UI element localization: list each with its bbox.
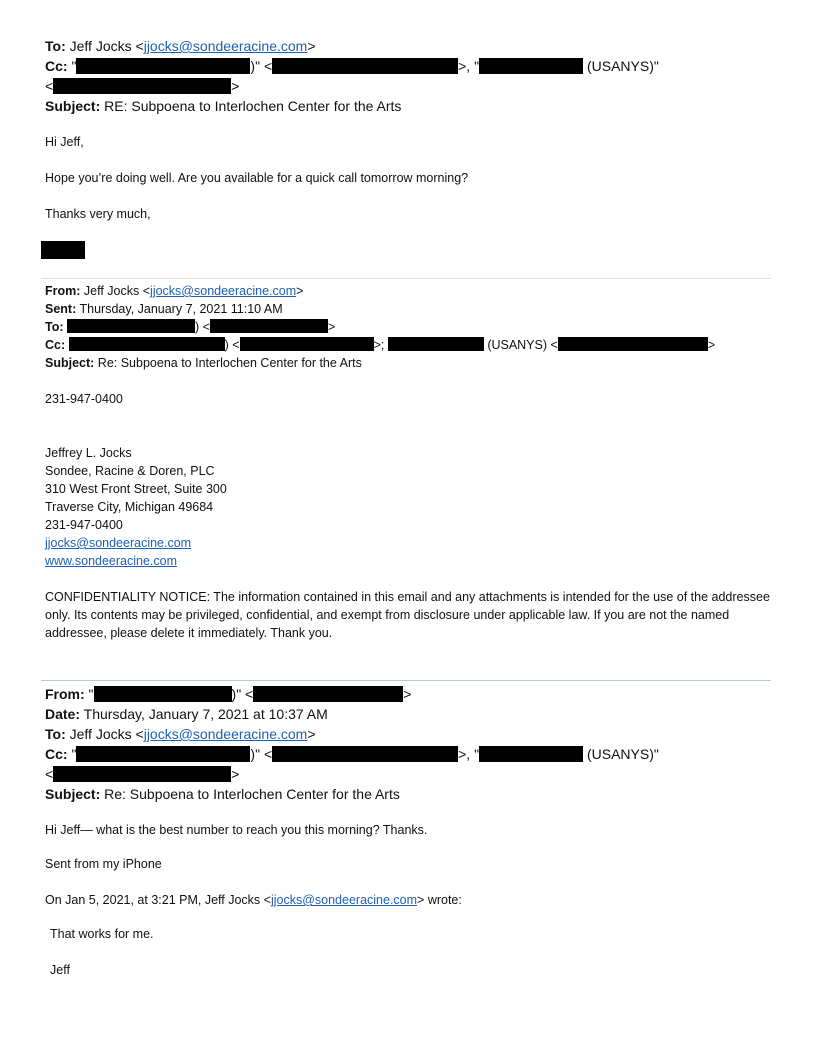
redaction-block xyxy=(53,78,231,94)
msg2-sent-line xyxy=(45,300,283,318)
msg3-cc-line: Cc: " )" < >, " (USANYS)" xyxy=(45,746,659,762)
redaction-block xyxy=(272,746,458,762)
quote-attribution xyxy=(45,891,462,909)
reply-greeting: Hi Jeff, xyxy=(45,135,84,149)
usanys-label: (USANYS) xyxy=(487,338,548,352)
to-label: To: xyxy=(45,38,66,54)
quote-prefix: On Jan 5, 2021, at 3:21 PM, Jeff Jocks < xyxy=(45,893,271,907)
msg3-sent-from: Sent from my iPhone xyxy=(45,857,162,871)
reply-cc-line: Cc: " )" < >, " (USANYS)" xyxy=(45,58,659,74)
redaction-block xyxy=(94,686,232,702)
to-name: Jeff Jocks xyxy=(69,726,132,742)
usanys-suffix: (USANYS)" xyxy=(586,746,659,762)
msg2-subject-line xyxy=(45,354,362,372)
redaction-block xyxy=(76,746,250,762)
from-label: From: xyxy=(45,284,81,298)
redaction-block xyxy=(67,319,195,333)
redaction-block xyxy=(253,686,403,702)
msg3-to-line: To: Jeff Jocks <jjocks@sondeeracine.com> xyxy=(45,726,316,742)
subject-text: RE: Subpoena to Interlochen Center for the Arts xyxy=(104,98,402,114)
redaction-block xyxy=(240,337,374,351)
msg2-from-line: From: Jeff Jocks <jjocks@sondeeracine.com> xyxy=(45,284,304,298)
msg3-subject-line xyxy=(45,785,400,803)
quote-suffix: > wrote: xyxy=(417,893,462,907)
subject-text: Re: Subpoena to Interlochen Center for the Arts xyxy=(97,356,362,370)
msg2-phone: 231-947-0400 xyxy=(45,392,123,406)
reply-subject-line xyxy=(45,97,401,115)
date-label: Date: xyxy=(45,706,81,722)
signature-street: 310 West Front Street, Suite 300 xyxy=(45,482,227,496)
redaction-block xyxy=(210,319,328,333)
quoted-body: That works for me. xyxy=(50,927,154,941)
msg3-date-line xyxy=(45,705,328,723)
signature-phone: 231-947-0400 xyxy=(45,518,123,532)
signature-redaction xyxy=(41,241,85,259)
redaction-block xyxy=(479,58,583,74)
reply-cc-continued: < > xyxy=(45,78,240,94)
reply-closing: Thanks very much, xyxy=(45,207,151,221)
msg2-to-line: To: ) < > xyxy=(45,320,336,334)
signature-website-link[interactable]: www.sondeeracine.com xyxy=(45,554,178,568)
redaction-block xyxy=(76,58,250,74)
usanys-suffix: (USANYS)" xyxy=(586,58,659,74)
msg3-from-line: From: " )" < > xyxy=(45,686,412,702)
redaction-block xyxy=(272,58,458,74)
quote-email-link[interactable]: jjocks@sondeeracine.com xyxy=(270,893,418,907)
signature-name: Jeffrey L. Jocks xyxy=(45,446,132,460)
cc-label: Cc: xyxy=(45,746,68,762)
cc-label: Cc: xyxy=(45,338,66,352)
subject-label: Subject: xyxy=(45,356,95,370)
msg3-cc-continued: < > xyxy=(45,766,240,782)
msg2-cc-line: Cc: ) < >; (USANYS) < > xyxy=(45,338,716,352)
subject-text: Re: Subpoena to Interlochen Center for the Arts xyxy=(104,786,400,802)
reply-body: Hope you’re doing well. Are you available for a quick call tomorrow morning? xyxy=(45,171,469,185)
to-label: To: xyxy=(45,726,66,742)
reply-to-line: To: Jeff Jocks <jjocks@sondeeracine.com> xyxy=(45,38,316,54)
to-email-link[interactable]: jjocks@sondeeracine.com xyxy=(143,38,308,54)
from-label: From: xyxy=(45,686,85,702)
redaction-block xyxy=(69,337,225,351)
from-name: Jeff Jocks xyxy=(83,284,140,298)
quoted-sign: Jeff xyxy=(50,963,70,977)
redaction-block xyxy=(479,746,583,762)
to-label: To: xyxy=(45,320,64,334)
signature-email-row xyxy=(45,534,191,552)
from-email-link[interactable]: jjocks@sondeeracine.com xyxy=(150,284,297,298)
date-text: Thursday, January 7, 2021 at 10:37 AM xyxy=(83,706,328,722)
redaction-block xyxy=(53,766,231,782)
signature-email-link[interactable]: jjocks@sondeeracine.com xyxy=(45,536,192,550)
message-divider xyxy=(41,680,771,681)
redaction-block xyxy=(558,337,708,351)
message-divider xyxy=(41,278,771,279)
sent-date: Thursday, January 7, 2021 11:10 AM xyxy=(79,302,283,316)
subject-label: Subject: xyxy=(45,786,101,802)
sent-label: Sent: xyxy=(45,302,77,316)
to-name: Jeff Jocks xyxy=(69,38,132,54)
redaction-block xyxy=(388,337,484,351)
to-email-link[interactable]: jjocks@sondeeracine.com xyxy=(143,726,308,742)
signature-firm: Sondee, Racine & Doren, PLC xyxy=(45,464,215,478)
signature-website-row xyxy=(45,552,177,570)
msg3-body: Hi Jeff— what is the best number to reach you this morning? Thanks. xyxy=(45,823,428,837)
confidentiality-notice: CONFIDENTIALITY NOTICE: The information contained in this email and any attachments is intended for the use of the addressee only. Its contents may be privileged, confidential, and exempt from disclosure under applicable law. If you are not the named addressee, please delete it immediately. Thank you. xyxy=(45,590,770,640)
subject-label: Subject: xyxy=(45,98,101,114)
signature-city: Traverse City, Michigan 49684 xyxy=(45,500,214,514)
cc-label: Cc: xyxy=(45,58,68,74)
